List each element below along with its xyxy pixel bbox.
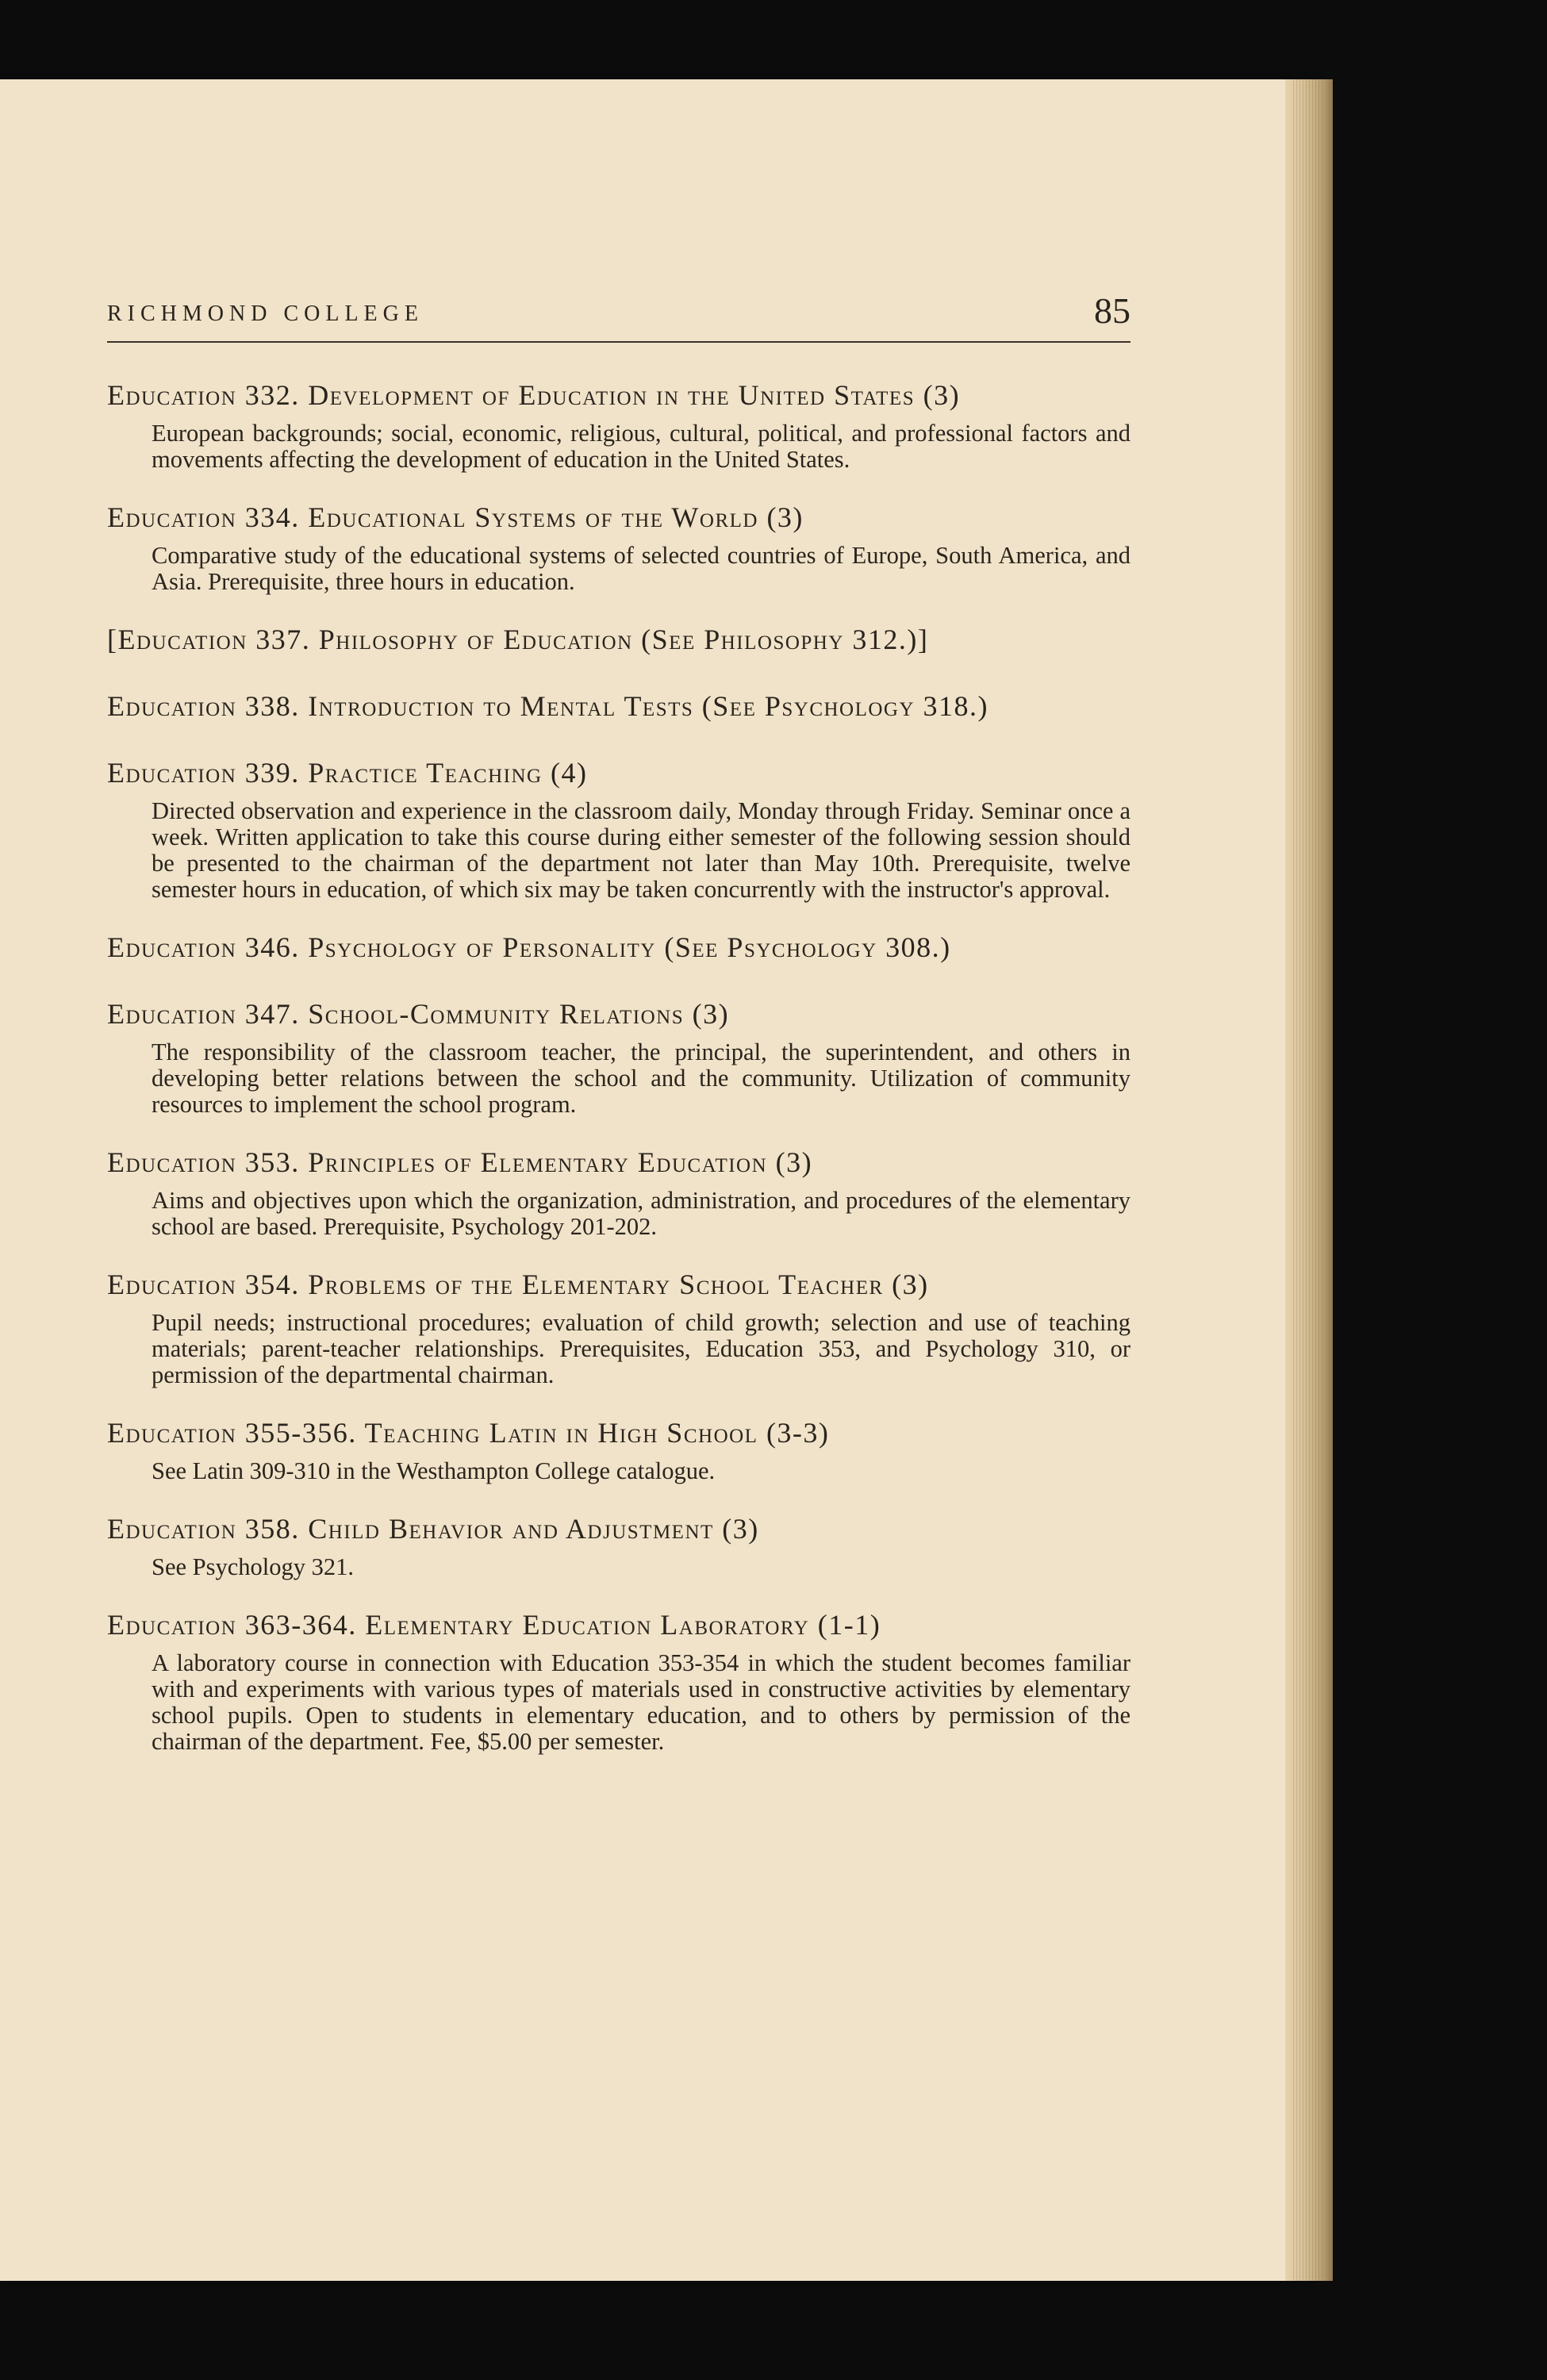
course-heading: Education 338. Introduction to Mental Tests (See Psychology 318.) [107, 690, 989, 722]
course-heading: Education 358. Child Behavior and Adjustment (3) [107, 1513, 759, 1545]
course-entry-347 [107, 992, 1130, 1118]
course-heading: Education 363-364. Elementary Education Laboratory (1-1) [107, 1609, 881, 1641]
course-heading: Education 339. Practice Teaching (4) [107, 757, 588, 789]
course-heading: Education 354. Problems of the Elementary School Teacher (3) [107, 1269, 929, 1300]
course-entry-354 [107, 1262, 1130, 1388]
course-heading: Education 353. Principles of Elementary Education (3) [107, 1146, 813, 1178]
course-entry-346 [107, 925, 1130, 969]
course-entry-339 [107, 750, 1130, 903]
course-entry-332 [107, 373, 1130, 473]
course-description: See Latin 309-310 in the Westhampton College catalogue. [152, 1457, 716, 1484]
page-edge [1285, 79, 1333, 2281]
page-content [107, 278, 1130, 1777]
course-entry-358 [107, 1507, 1130, 1580]
course-heading: [Education 337. Philosophy of Education (See Philosophy 312.)] [107, 624, 929, 655]
course-entry-353 [107, 1140, 1130, 1240]
course-description: European backgrounds; social, economic, religious, cultural, political, and professional factors and movements affecting the development of education in the United States. [152, 420, 1130, 473]
course-entry-363-364 [107, 1603, 1130, 1755]
course-entry-338 [107, 684, 1130, 728]
running-title: RICHMOND COLLEGE [107, 301, 424, 326]
course-entry-355-356 [107, 1411, 1130, 1484]
course-heading: Education 334. Educational Systems of the World (3) [107, 501, 804, 533]
course-description: Directed observation and experience in the classroom daily, Monday through Friday. Seminar once a week. Written application to take this course during either semester of the following session should be presented to the chairman of the department not later than May 10th. Prerequisite, twelve semester hours in education, of which six may be taken concurrently with the instructor's approval. [152, 797, 1130, 903]
course-description: Pupil needs; instructional procedures; evaluation of child growth; selection and use of teaching materials; parent-teacher relationships. Prerequisites, Education 353, and Psychology 310, or permission of the departmental chairman. [152, 1309, 1130, 1388]
course-description: See Psychology 321. [152, 1553, 355, 1580]
course-description: A laboratory course in connection with Education 353-354 in which the student becomes familiar with and experiments with various types of materials used in constructive activities by elementary school pupils. Open to students in elementary education, and to others by permission of the chairman of the department. Fee, $5.00 per semester. [152, 1649, 1130, 1755]
course-heading: Education 332. Development of Education in the United States (3) [107, 379, 961, 411]
course-description: Aims and objectives upon which the organization, administration, and procedures of the elementary school are based. Prerequisite, Psychology 201-202. [152, 1187, 1130, 1240]
course-entry-337 [107, 617, 1130, 662]
course-heading: Education 355-356. Teaching Latin in High School (3-3) [107, 1417, 830, 1449]
running-head [107, 278, 1130, 343]
course-entry-334 [107, 495, 1130, 595]
course-description: Comparative study of the educational systems of selected countries of Europe, South America, and Asia. Prerequisite, three hours in education. [152, 542, 1130, 595]
course-description: The responsibility of the classroom teacher, the principal, the superintendent, and others in developing better relations between the school and the community. Utilization of community resources to implement the school program. [152, 1038, 1130, 1118]
course-list [107, 373, 1130, 1755]
course-heading: Education 346. Psychology of Personality (See Psychology 308.) [107, 931, 951, 963]
page-number: 85 [1094, 290, 1130, 331]
course-heading: Education 347. School-Community Relations (3) [107, 998, 730, 1030]
